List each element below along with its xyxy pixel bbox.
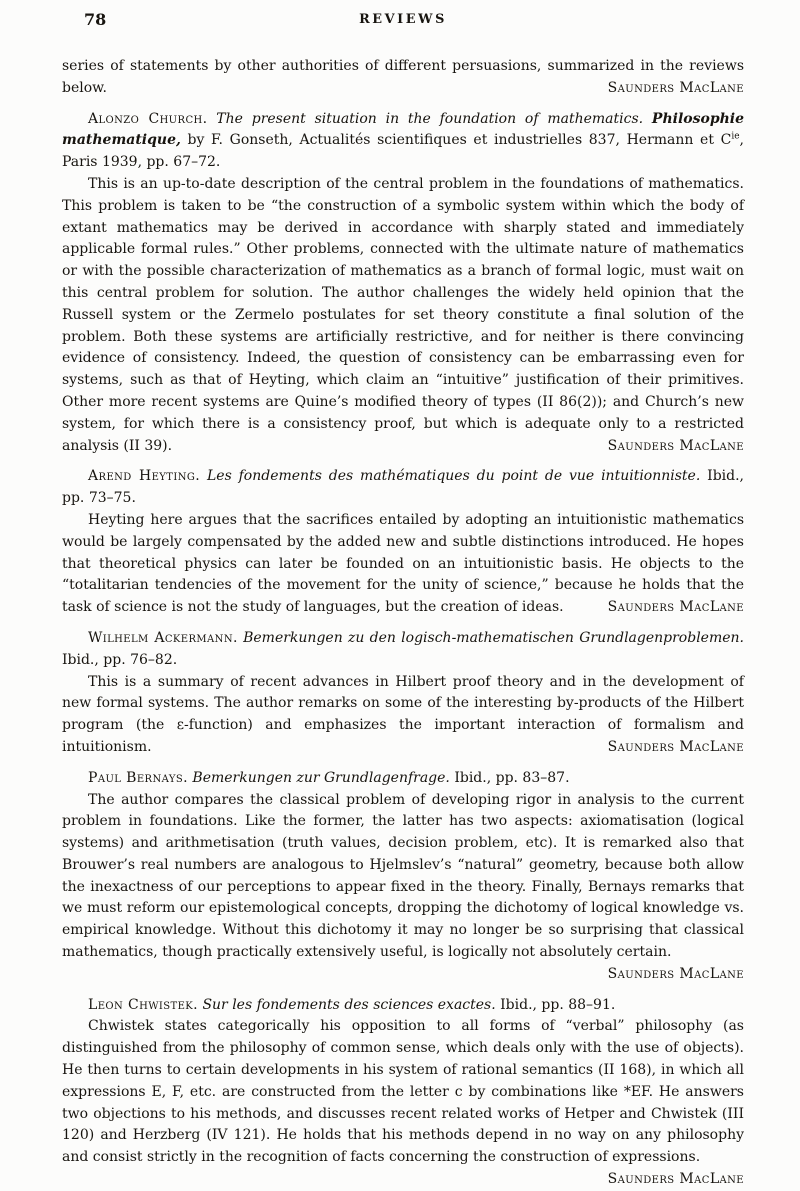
reviewer-signature: Saunders MacLane (607, 437, 744, 454)
review-chwistek-heading (62, 995, 744, 1017)
review-title: Bemerkungen zur Grundlagenfrage. (192, 769, 450, 786)
running-head-title: REVIEWS (359, 12, 447, 27)
review-bernays-heading (62, 768, 744, 790)
review-publication-pages: , Paris 1939, pp. 67–72. (62, 132, 744, 171)
reviewer-signature: Saunders MacLane (607, 738, 744, 755)
review-heyting-heading (62, 466, 744, 510)
review-ackermann-body (62, 672, 744, 759)
review-author: Alonzo Church. (88, 110, 208, 127)
review-title: Bemerkungen zu den logisch-mathematischen Grundlagenproblemen. (243, 629, 744, 646)
review-reference: Ibid., pp. 88–91. (500, 996, 616, 1013)
reviewer-signature: Saunders MacLane (607, 599, 744, 616)
review-ackermann (62, 628, 744, 759)
review-series-title: Philosophie mathematique, (62, 110, 745, 149)
review-body-text: Heyting here argues that the sacrifices entailed by adopting an intuitionistic mathematics would be largely compensated by the added new and subtle distinctions introduced. He hopes that theoretical physics can later be founded on an intuitionistic basis. He objects to the “totalitarian tendencies of the movement for the unity of science,” because he holds that the task of science is not the study of languages, but the creation of ideas. (62, 511, 744, 616)
review-ackermann-heading (62, 628, 744, 672)
review-chwistek-body (62, 1016, 744, 1190)
review-reference: Ibid., pp. 83–87. (454, 769, 570, 786)
intro-continuation-paragraph (62, 56, 744, 100)
review-bernays (62, 768, 744, 986)
running-header (62, 10, 744, 34)
review-body-text: The author compares the classical problem of developing rigor in analysis to the current problem in foundations. Like the former, the latter has two aspects: axiomatisation (logical systems) and arithmetisation (truth values, decision problem, etc). It is remarked also that Brouwer’s real numbers are analogous to Hjelmslev’s “natural” geometry, because both allow the inexactness of our perceptions to appear fixed in the theory. Finally, Bernays remarks that we must reform our epistemological concepts, dropping the dichotomy of logical knowledge vs. empirical knowledge. Without this dichotomy it may no longer be so surprising that classical mathematics, though practically extensively useful, is logically not absolutely certain. (62, 791, 744, 961)
reviewer-signature: Saunders MacLane (607, 1171, 744, 1188)
review-author: Paul Bernays. (88, 769, 188, 786)
review-reference: Ibid., pp. 73–75. (62, 468, 745, 507)
review-reference: Ibid., pp. 76–82. (62, 651, 178, 668)
review-church-body (62, 174, 744, 457)
review-title: Les fondements des mathématiques du point de vue intuitionniste. (206, 468, 701, 485)
review-title: Sur les fondements des sciences exactes. (202, 996, 496, 1013)
review-body-text: Chwistek states categorically his opposition to all forms of “verbal” philosophy (as distinguished from the philosophy of common sense, which deals only with the use of objects). He then turns to certain developments in his system of rational semantics (II 168), in which all expressions E, F, etc. are constructed from the letter c by combinations like *EF. He answers two objections to his methods, and discusses recent related works of Hetper and Chwistek (III 120) and Herzberg (IV 121). He holds that his methods depend in no way on any philosophy and consist strictly in the recognition of facts concerning the construction of expressions. (62, 1018, 744, 1166)
publisher-superscript: ie (731, 131, 740, 142)
reviewer-signature: Saunders MacLane (607, 79, 744, 96)
review-church-heading (62, 109, 744, 174)
review-heyting (62, 466, 744, 619)
review-title: The present situation in the foundation of mathematics. (216, 110, 644, 127)
reviewer-signature: Saunders MacLane (607, 965, 744, 982)
page-number: 78 (84, 10, 107, 29)
review-church (62, 109, 744, 458)
review-heyting-body (62, 510, 744, 619)
review-bernays-body (62, 790, 744, 986)
review-author: Arend Heyting. (88, 468, 201, 485)
intro-text: series of statements by other authorities of different persuasions, summarized in the reviews below. (62, 58, 744, 96)
review-body-text: This is a summary of recent advances in Hilbert proof theory and in the development of new formal systems. The author remarks on some of the interesting by-products of the Hilbert program (the ε-function) and emphasizes the important interaction of formalism and intuitionism. (62, 673, 744, 755)
review-author: Leon Chwistek. (88, 996, 198, 1013)
review-body-text: This is an up-to-date description of the central problem in the foundations of mathematics. This problem is taken to be “the construction of a symbolic system within which the body of extant mathematics may be derived in accordance with sharply stated and immediately applicable formal rules.” Other problems, connected with the ultimate nature of mathematics or with the possible characterization of mathematics as a branch of formal logic, must wait on this central problem for solution. The author challenges the widely held opinion that the Russell system or the Zermelo postulates for set theory constitute a final solution of the problem. Both these systems are artificially restrictive, and for neither is there convincing evidence of consistency. Indeed, the question of consistency can be embarrassing even for systems, such as that of Heyting, which claim an “intuitive” justification of their primitives. Other more recent systems are Quine’s modified theory of types (II 86(2)); and Church’s new system, for which there is a consistency proof, but which is adequate only to a restricted analysis (II 39). (62, 175, 744, 454)
review-publication-info: by F. Gonseth, Actualités scientifiques et industrielles 837, Hermann et C (187, 132, 732, 149)
review-author: Wilhelm Ackermann. (88, 629, 238, 646)
review-chwistek (62, 995, 744, 1191)
